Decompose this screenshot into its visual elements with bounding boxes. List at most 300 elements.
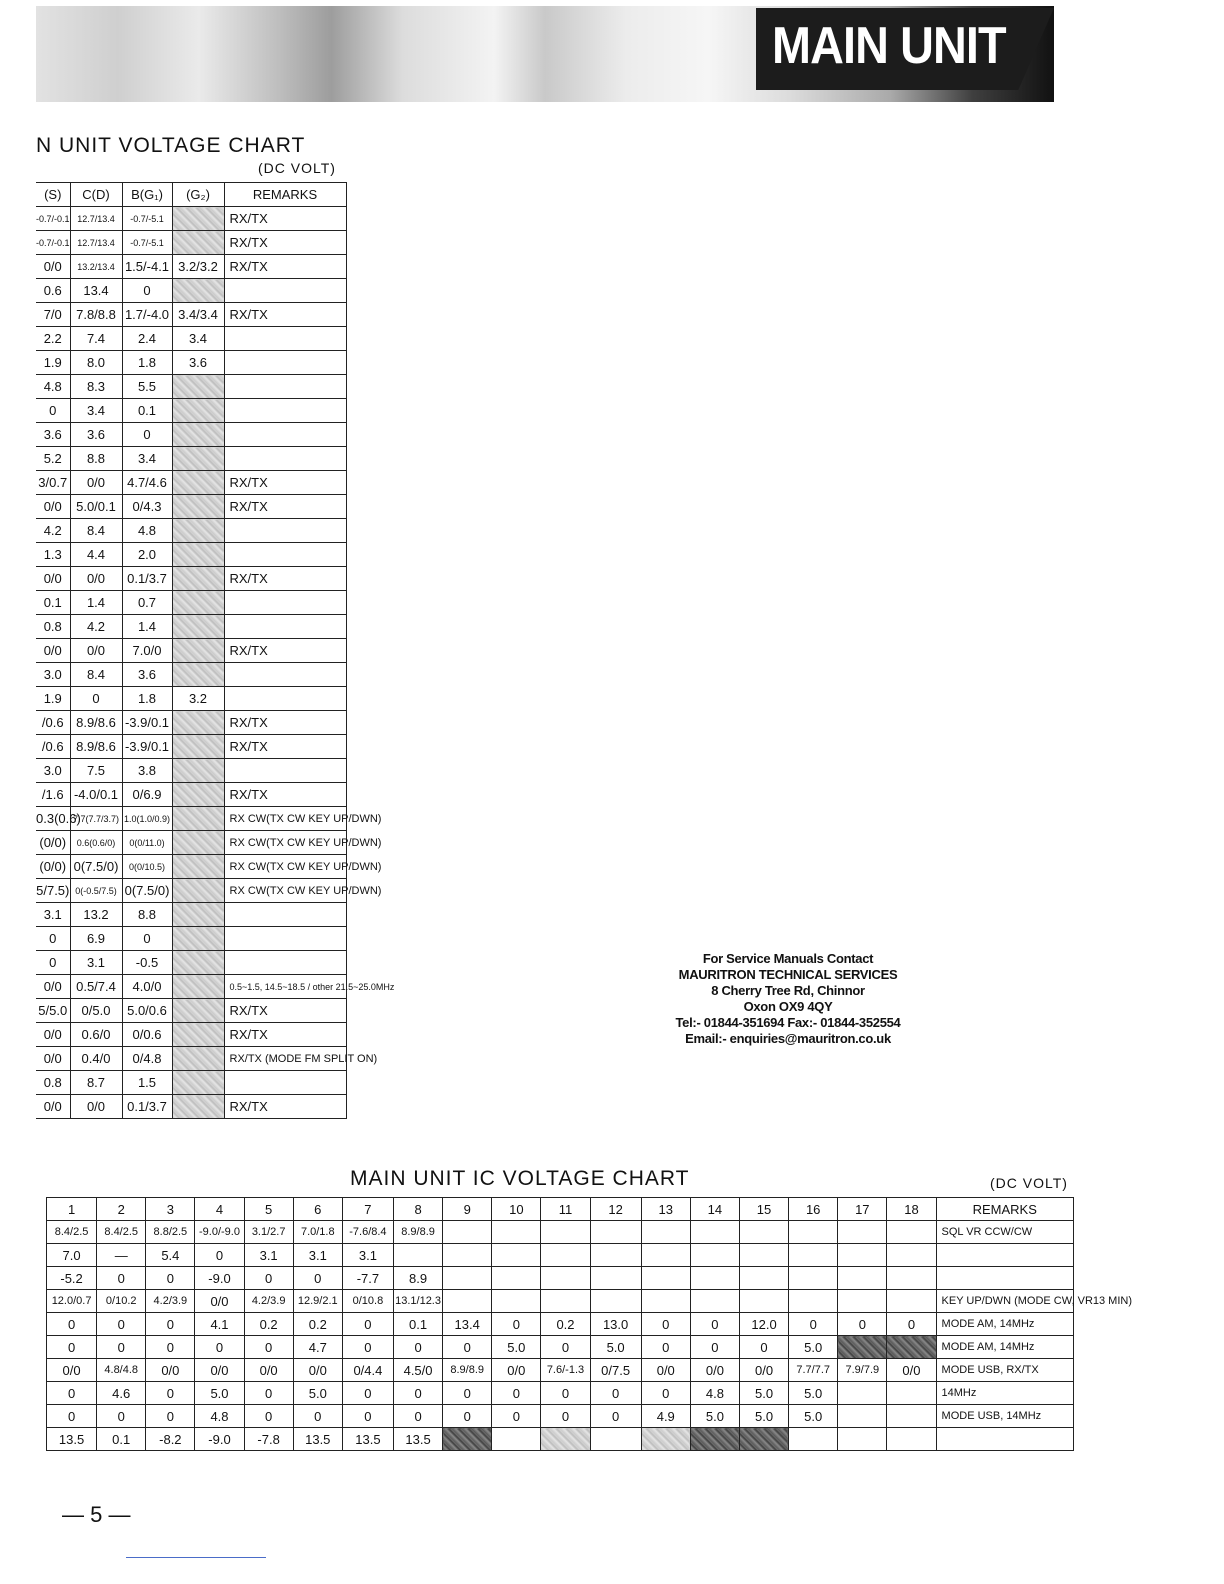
- voltage-cell: -9.0: [195, 1428, 244, 1451]
- voltage-cell: [641, 1221, 690, 1244]
- table-row: [36, 231, 346, 255]
- voltage-cell: 0.7: [122, 591, 172, 615]
- remarks-cell: MODE USB, 14MHz: [936, 1405, 1073, 1428]
- voltage-cell: 5/5.0: [36, 999, 70, 1023]
- voltage-cell: 0/0: [70, 471, 122, 495]
- voltage-cell: 0: [492, 1382, 541, 1405]
- voltage-cell: 4.9: [641, 1405, 690, 1428]
- remarks-cell: MODE AM, 14MHz: [936, 1336, 1073, 1359]
- voltage-cell: 3/0.7: [36, 471, 70, 495]
- contact-company: MAURITRON TECHNICAL SERVICES: [678, 967, 898, 982]
- voltage-cell: [492, 1221, 541, 1244]
- voltage-cell: 8.9: [393, 1267, 442, 1290]
- column-header: 18: [887, 1198, 936, 1221]
- table-row: [36, 423, 346, 447]
- voltage-cell: [492, 1428, 541, 1451]
- remarks-cell: RX/TX: [224, 567, 346, 591]
- voltage-cell: 0/0: [36, 639, 70, 663]
- voltage-cell: 0/0: [70, 567, 122, 591]
- voltage-cell: [172, 1023, 224, 1047]
- voltage-cell: 0/0: [492, 1359, 541, 1382]
- voltage-cell: [172, 207, 224, 231]
- voltage-cell: 1.5/-4.1: [122, 255, 172, 279]
- voltage-cell: -3.9/0.1: [122, 735, 172, 759]
- voltage-cell: 0: [36, 399, 70, 423]
- voltage-cell: 0/4.4: [342, 1359, 393, 1382]
- voltage-cell: 4.8: [195, 1405, 244, 1428]
- voltage-cell: 0: [641, 1336, 690, 1359]
- voltage-cell: 5.4: [146, 1244, 195, 1267]
- voltage-cell: 1.7/-4.0: [122, 303, 172, 327]
- table-row: [47, 1405, 1074, 1428]
- voltage-cell: [443, 1244, 492, 1267]
- voltage-cell: 0: [195, 1336, 244, 1359]
- remarks-cell: [224, 519, 346, 543]
- remarks-cell: RX/TX: [224, 231, 346, 255]
- voltage-cell: 13.1/12.3: [393, 1290, 442, 1313]
- remarks-cell: 0.5~1.5, 14.5~18.5 / other 21.5~25.0MHz: [224, 975, 346, 999]
- voltage-cell: 7.4: [70, 327, 122, 351]
- voltage-cell: 0/0: [146, 1359, 195, 1382]
- voltage-cell: 4.4: [70, 543, 122, 567]
- voltage-cell: [541, 1244, 590, 1267]
- table-row: [36, 1095, 346, 1119]
- voltage-cell: -4.0/0.1: [70, 783, 122, 807]
- voltage-cell: [172, 999, 224, 1023]
- table-row: [36, 447, 346, 471]
- table-row: [36, 207, 346, 231]
- voltage-cell: [172, 975, 224, 999]
- voltage-cell: 0.8: [36, 615, 70, 639]
- contact-address: 8 Cherry Tree Rd, Chinnor: [711, 983, 865, 998]
- voltage-cell: -0.7/-5.1: [122, 231, 172, 255]
- voltage-cell: [887, 1428, 936, 1451]
- table-row: [36, 927, 346, 951]
- voltage-cell: -0.7/-0.1: [36, 207, 70, 231]
- voltage-cell: 0: [146, 1313, 195, 1336]
- voltage-cell: 0: [789, 1313, 838, 1336]
- voltage-cell: 0/0: [887, 1359, 936, 1382]
- voltage-cell: [641, 1267, 690, 1290]
- voltage-cell: 4.2: [70, 615, 122, 639]
- remarks-cell: [224, 327, 346, 351]
- voltage-cell: [590, 1221, 641, 1244]
- remarks-cell: MODE USB, RX/TX: [936, 1359, 1073, 1382]
- voltage-cell: 0.6: [36, 279, 70, 303]
- voltage-cell: 4.2/3.9: [146, 1290, 195, 1313]
- voltage-cell: 8.8/2.5: [146, 1221, 195, 1244]
- voltage-cell: [838, 1428, 887, 1451]
- voltage-cell: 4.8: [122, 519, 172, 543]
- table-row: [36, 1071, 346, 1095]
- voltage-cell: [393, 1244, 442, 1267]
- voltage-cell: [172, 519, 224, 543]
- voltage-cell: 13.2: [70, 903, 122, 927]
- table-row: [36, 879, 346, 903]
- remarks-cell: RX/TX: [224, 207, 346, 231]
- voltage-cell: 4.8: [690, 1382, 739, 1405]
- voltage-cell: 8.9/8.9: [443, 1359, 492, 1382]
- column-header: 13: [641, 1198, 690, 1221]
- voltage-cell: 5.0: [789, 1382, 838, 1405]
- voltage-cell: 0: [97, 1267, 146, 1290]
- remarks-cell: RX CW(TX CW KEY UP/DWN): [224, 831, 346, 855]
- table-row: [36, 567, 346, 591]
- voltage-cell: 0/0: [47, 1359, 97, 1382]
- voltage-cell: 6.9: [70, 927, 122, 951]
- voltage-cell: 0: [641, 1313, 690, 1336]
- voltage-cell: 7.0/1.8: [293, 1221, 342, 1244]
- voltage-cell: 0: [887, 1313, 936, 1336]
- voltage-cell: -3.9/0.1: [122, 711, 172, 735]
- voltage-cell: 3.6: [172, 351, 224, 375]
- voltage-cell: 5.0/0.1: [70, 495, 122, 519]
- voltage-cell: 0: [342, 1382, 393, 1405]
- voltage-cell: 7.0: [47, 1244, 97, 1267]
- table-row: [36, 519, 346, 543]
- voltage-cell: 5.5: [122, 375, 172, 399]
- voltage-cell: 12.0/0.7: [47, 1290, 97, 1313]
- remarks-cell: KEY UP/DWN (MODE CW, VR13 MIN): [936, 1290, 1073, 1313]
- voltage-cell: -5.2: [47, 1267, 97, 1290]
- voltage-cell: 1.8: [122, 687, 172, 711]
- voltage-cell: 0(0/10.5): [122, 855, 172, 879]
- voltage-cell: [690, 1221, 739, 1244]
- remarks-cell: [936, 1267, 1073, 1290]
- voltage-cell: [590, 1290, 641, 1313]
- voltage-cell: 0: [492, 1313, 541, 1336]
- remarks-cell: [224, 591, 346, 615]
- voltage-cell: [690, 1267, 739, 1290]
- remarks-cell: RX/TX: [224, 303, 346, 327]
- remarks-cell: [224, 447, 346, 471]
- voltage-cell: 0/5.0: [70, 999, 122, 1023]
- table-row: [36, 375, 346, 399]
- remarks-cell: [224, 351, 346, 375]
- remarks-cell: RX/TX: [224, 495, 346, 519]
- voltage-cell: 0: [244, 1382, 293, 1405]
- voltage-cell: -7.7: [342, 1267, 393, 1290]
- voltage-cell: 0: [739, 1336, 788, 1359]
- voltage-cell: [172, 735, 224, 759]
- remarks-cell: RX CW(TX CW KEY UP/DWN): [224, 879, 346, 903]
- remarks-cell: [224, 543, 346, 567]
- voltage-cell: 13.5: [342, 1428, 393, 1451]
- column-header: 10: [492, 1198, 541, 1221]
- voltage-cell: [789, 1428, 838, 1451]
- voltage-cell: 0: [641, 1382, 690, 1405]
- table-row: [36, 783, 346, 807]
- voltage-cell: 0: [97, 1336, 146, 1359]
- voltage-cell: [838, 1221, 887, 1244]
- voltage-cell: 0: [122, 927, 172, 951]
- voltage-cell: [789, 1267, 838, 1290]
- remarks-cell: RX/TX: [224, 471, 346, 495]
- remarks-cell: [224, 759, 346, 783]
- voltage-cell: 0: [36, 951, 70, 975]
- voltage-cell: [172, 447, 224, 471]
- table-row: [36, 1023, 346, 1047]
- voltage-cell: 0: [393, 1336, 442, 1359]
- voltage-cell: [172, 879, 224, 903]
- voltage-cell: 0/0: [36, 255, 70, 279]
- voltage-cell: -8.2: [146, 1428, 195, 1451]
- voltage-cell: 3.8: [122, 759, 172, 783]
- table-row: [36, 663, 346, 687]
- voltage-cell: 4.2/3.9: [244, 1290, 293, 1313]
- table-row: [36, 831, 346, 855]
- voltage-cell: -0.5: [122, 951, 172, 975]
- table-row: [47, 1290, 1074, 1313]
- voltage-cell: 0: [690, 1313, 739, 1336]
- voltage-cell: 0.6(0.6/0): [70, 831, 122, 855]
- voltage-cell: 0: [146, 1336, 195, 1359]
- voltage-cell: 0: [342, 1313, 393, 1336]
- voltage-cell: [838, 1336, 887, 1359]
- voltage-cell: 5.0/0.6: [122, 999, 172, 1023]
- voltage-cell: [172, 375, 224, 399]
- voltage-cell: 0(7.5/0): [122, 879, 172, 903]
- table-row: [36, 975, 346, 999]
- voltage-cell: [590, 1267, 641, 1290]
- voltage-cell: 0/0: [36, 567, 70, 591]
- voltage-cell: [172, 1047, 224, 1071]
- voltage-cell: 3.1: [70, 951, 122, 975]
- footer-rule: [126, 1557, 266, 1558]
- voltage-cell: 0.5/7.4: [70, 975, 122, 999]
- voltage-cell: 0.2: [293, 1313, 342, 1336]
- voltage-cell: 2.4: [122, 327, 172, 351]
- voltage-cell: 0: [47, 1382, 97, 1405]
- remarks-cell: [224, 687, 346, 711]
- voltage-cell: 1.9: [36, 687, 70, 711]
- voltage-cell: 0.3(0.6): [36, 807, 70, 831]
- voltage-cell: [838, 1382, 887, 1405]
- voltage-cell: [172, 591, 224, 615]
- voltage-cell: 0/0: [70, 639, 122, 663]
- voltage-cell: 0/0.6: [122, 1023, 172, 1047]
- voltage-cell: -9.0: [195, 1267, 244, 1290]
- voltage-cell: 12.7/13.4: [70, 207, 122, 231]
- voltage-cell: [443, 1221, 492, 1244]
- voltage-cell: 8.4/2.5: [97, 1221, 146, 1244]
- voltage-cell: 0.8: [36, 1071, 70, 1095]
- voltage-cell: 7.7/7.7: [789, 1359, 838, 1382]
- voltage-cell: 8.8: [70, 447, 122, 471]
- remarks-cell: [224, 279, 346, 303]
- chart1-title: N UNIT VOLTAGE CHART: [36, 134, 306, 157]
- voltage-cell: 0.1/3.7: [122, 1095, 172, 1119]
- voltage-cell: 4.8/4.8: [97, 1359, 146, 1382]
- voltage-cell: 12.9/2.1: [293, 1290, 342, 1313]
- voltage-cell: 13.2/13.4: [70, 255, 122, 279]
- voltage-cell: 3.6: [70, 423, 122, 447]
- voltage-cell: 13.5: [393, 1428, 442, 1451]
- voltage-cell: [887, 1290, 936, 1313]
- voltage-cell: [838, 1290, 887, 1313]
- voltage-cell: 0: [244, 1405, 293, 1428]
- column-header: 3: [146, 1198, 195, 1221]
- voltage-cell: 8.0: [70, 351, 122, 375]
- voltage-cell: [541, 1290, 590, 1313]
- column-header: (S): [36, 183, 70, 207]
- voltage-cell: 5.0: [690, 1405, 739, 1428]
- voltage-cell: 7.6/-1.3: [541, 1359, 590, 1382]
- voltage-cell: 0: [293, 1405, 342, 1428]
- column-header: 5: [244, 1198, 293, 1221]
- ic-voltage-table: [46, 1197, 1133, 1451]
- table-row: [36, 687, 346, 711]
- voltage-cell: 0/0: [36, 975, 70, 999]
- voltage-cell: 0/0: [70, 1095, 122, 1119]
- voltage-cell: [887, 1382, 936, 1405]
- voltage-cell: 4.5/0: [393, 1359, 442, 1382]
- voltage-cell: 2.0: [122, 543, 172, 567]
- voltage-cell: 0.2: [541, 1313, 590, 1336]
- voltage-cell: [172, 567, 224, 591]
- remarks-cell: RX/TX: [224, 999, 346, 1023]
- column-header: 12: [590, 1198, 641, 1221]
- voltage-cell: 0/10.8: [342, 1290, 393, 1313]
- column-header: 11: [541, 1198, 590, 1221]
- column-header: 1: [47, 1198, 97, 1221]
- remarks-cell: RX/TX (MODE FM SPLIT ON): [224, 1047, 346, 1071]
- voltage-cell: 8.4: [70, 663, 122, 687]
- service-contact-block: [670, 951, 906, 1047]
- table-row: [36, 855, 346, 879]
- voltage-cell: —: [97, 1244, 146, 1267]
- voltage-cell: [172, 495, 224, 519]
- table-row: [36, 951, 346, 975]
- voltage-cell: [492, 1267, 541, 1290]
- voltage-cell: 4.7/4.6: [122, 471, 172, 495]
- voltage-cell: -0.7/-5.1: [122, 207, 172, 231]
- voltage-cell: 7.9/7.9: [838, 1359, 887, 1382]
- table-row: [47, 1313, 1074, 1336]
- voltage-cell: 0/4.3: [122, 495, 172, 519]
- voltage-cell: 0: [244, 1267, 293, 1290]
- voltage-cell: 0: [393, 1405, 442, 1428]
- voltage-cell: [838, 1405, 887, 1428]
- voltage-cell: [690, 1290, 739, 1313]
- voltage-cell: 3.4: [70, 399, 122, 423]
- voltage-cell: 0: [47, 1405, 97, 1428]
- voltage-cell: 3.6: [122, 663, 172, 687]
- voltage-cell: 13.4: [443, 1313, 492, 1336]
- remarks-cell: [224, 927, 346, 951]
- voltage-cell: 0: [97, 1405, 146, 1428]
- voltage-cell: 8.9/8.6: [70, 735, 122, 759]
- voltage-cell: [172, 807, 224, 831]
- voltage-cell: [492, 1244, 541, 1267]
- table-header-row: [47, 1198, 1074, 1221]
- voltage-cell: [641, 1428, 690, 1451]
- voltage-cell: 0: [146, 1267, 195, 1290]
- voltage-cell: 0(0/11.0): [122, 831, 172, 855]
- column-header: REMARKS: [936, 1198, 1073, 1221]
- table-row: [47, 1244, 1074, 1267]
- voltage-cell: [172, 423, 224, 447]
- voltage-cell: 8.8: [122, 903, 172, 927]
- table-row: [36, 543, 346, 567]
- voltage-cell: 3.4/3.4: [172, 303, 224, 327]
- table-row: [36, 999, 346, 1023]
- voltage-cell: [172, 927, 224, 951]
- voltage-cell: [887, 1221, 936, 1244]
- column-header: 14: [690, 1198, 739, 1221]
- voltage-cell: 0.4/0: [70, 1047, 122, 1071]
- voltage-cell: 4.6: [97, 1382, 146, 1405]
- remarks-cell: [224, 615, 346, 639]
- transistor-voltage-table: [36, 182, 395, 1119]
- voltage-cell: [172, 1095, 224, 1119]
- voltage-cell: -0.7/-0.1: [36, 231, 70, 255]
- voltage-cell: 3.0: [36, 759, 70, 783]
- remarks-cell: [224, 399, 346, 423]
- table-row: [47, 1359, 1074, 1382]
- voltage-cell: 0.2: [244, 1313, 293, 1336]
- voltage-cell: 1.4: [122, 615, 172, 639]
- voltage-cell: [172, 831, 224, 855]
- table-row: [36, 615, 346, 639]
- voltage-cell: [739, 1428, 788, 1451]
- voltage-cell: [838, 1244, 887, 1267]
- voltage-cell: [172, 639, 224, 663]
- voltage-cell: 8.3: [70, 375, 122, 399]
- voltage-cell: [887, 1267, 936, 1290]
- voltage-cell: [172, 543, 224, 567]
- voltage-cell: 7.0/0: [122, 639, 172, 663]
- voltage-cell: 0.1: [36, 591, 70, 615]
- remarks-cell: RX CW(TX CW KEY UP/DWN): [224, 855, 346, 879]
- voltage-cell: 0.1/3.7: [122, 567, 172, 591]
- voltage-cell: 5.0: [739, 1382, 788, 1405]
- voltage-cell: 0: [443, 1405, 492, 1428]
- voltage-cell: 0: [838, 1313, 887, 1336]
- voltage-cell: 0: [443, 1382, 492, 1405]
- voltage-cell: [739, 1221, 788, 1244]
- voltage-cell: [789, 1221, 838, 1244]
- column-header: REMARKS: [224, 183, 346, 207]
- voltage-cell: [172, 783, 224, 807]
- table-row: [36, 735, 346, 759]
- voltage-cell: [172, 759, 224, 783]
- table-row: [36, 471, 346, 495]
- voltage-cell: 3.1: [244, 1244, 293, 1267]
- voltage-cell: 1.0(1.0/0.9): [122, 807, 172, 831]
- remarks-cell: [936, 1244, 1073, 1267]
- voltage-cell: 0/0: [195, 1290, 244, 1313]
- voltage-cell: [887, 1405, 936, 1428]
- voltage-cell: 13.5: [47, 1428, 97, 1451]
- remarks-cell: [936, 1428, 1073, 1451]
- voltage-cell: 0(7.5/0): [70, 855, 122, 879]
- voltage-cell: [443, 1428, 492, 1451]
- voltage-cell: 0: [244, 1336, 293, 1359]
- voltage-cell: 4.2: [36, 519, 70, 543]
- voltage-cell: 5.0: [590, 1336, 641, 1359]
- voltage-cell: 7.7(7.7/3.7): [70, 807, 122, 831]
- voltage-cell: 0: [47, 1313, 97, 1336]
- voltage-cell: 0: [342, 1405, 393, 1428]
- voltage-cell: 4.8: [36, 375, 70, 399]
- voltage-cell: [172, 951, 224, 975]
- voltage-cell: 0: [97, 1313, 146, 1336]
- table-row: [36, 1047, 346, 1071]
- table-row: [47, 1382, 1074, 1405]
- voltage-cell: 3.1: [342, 1244, 393, 1267]
- remarks-cell: RX/TX: [224, 1095, 346, 1119]
